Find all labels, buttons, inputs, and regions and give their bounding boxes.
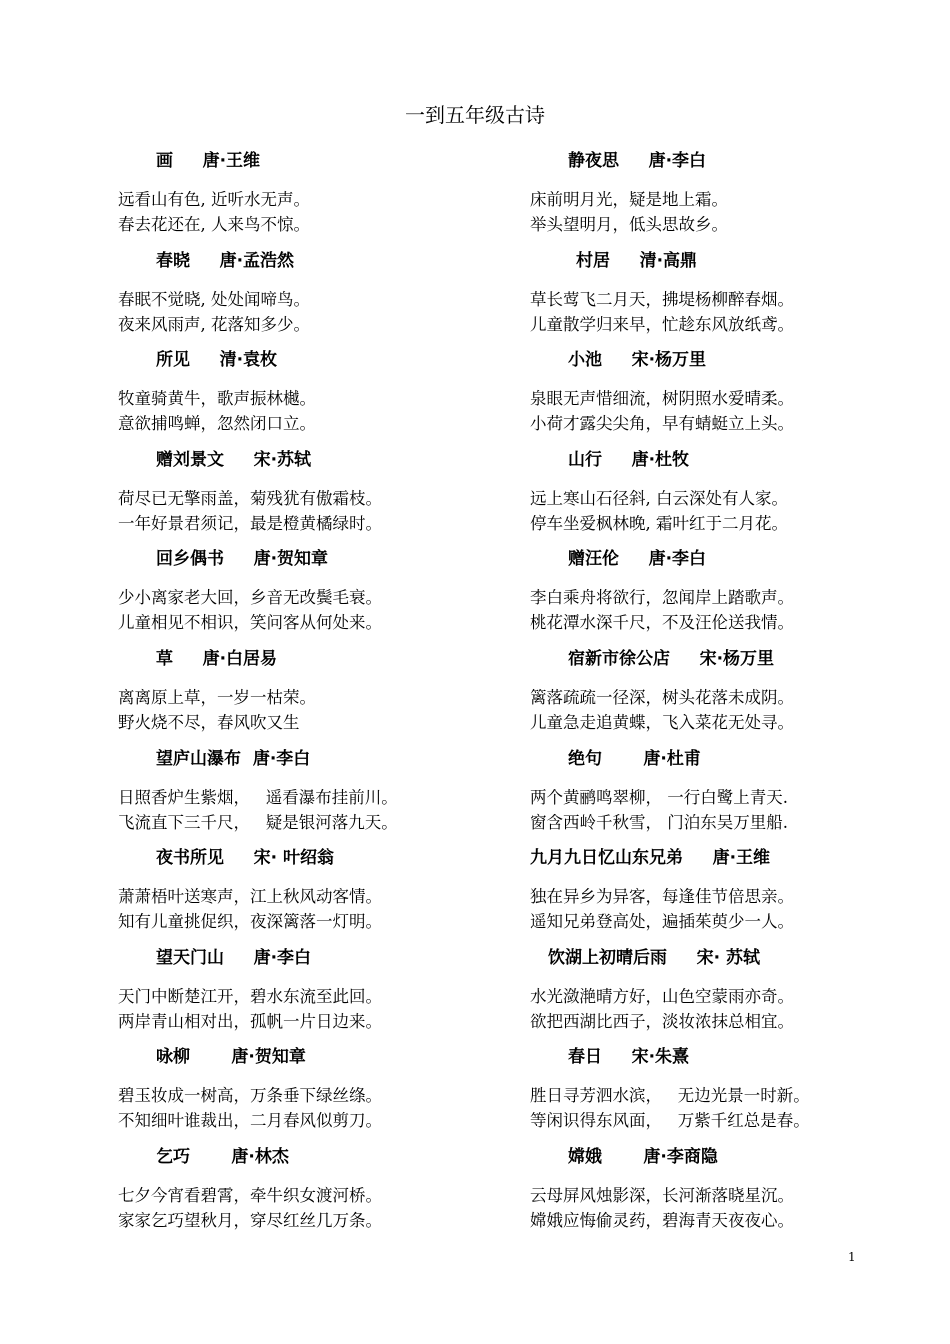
poem-line: 天门中断楚江开，碧水东流至此回。: [118, 986, 382, 1006]
poem-block: [118, 945, 518, 1045]
poem-heading: 望庐山瀑布 唐·李白: [156, 748, 311, 769]
poem-block: [530, 646, 930, 746]
poem-line: 日照香炉生紫烟， 遥看瀑布挂前川。: [118, 787, 398, 807]
poem-block: [530, 148, 930, 248]
poem-line: 家家乞巧望秋月，穿尽红丝几万条。: [118, 1210, 382, 1230]
poem-line: 荷尽已无擎雨盖，菊残犹有傲霜枝。: [118, 488, 382, 508]
poem-heading: 小池 宋·杨万里: [568, 350, 707, 371]
poem-line: 少小离家老大回，乡音无改鬓毛衰。: [118, 588, 382, 608]
poem-heading: 饮湖上初晴后雨 宋· 苏轼: [548, 947, 760, 968]
poem-block: [530, 347, 930, 447]
poem-block: [118, 347, 518, 447]
poem-line: 云母屏风烛影深，长河渐落晓星沉。: [530, 1185, 794, 1205]
poem-line: 遥知兄弟登高处，遍插茱萸少一人。: [530, 912, 794, 932]
poem-block: [530, 845, 930, 945]
poem-line: 春去花还在, 人来鸟不惊。: [118, 215, 310, 234]
poem-block: [118, 546, 518, 646]
poem-line: 草长莺飞二月天，拂堤杨柳醉春烟。: [530, 289, 794, 309]
poem-block: [118, 845, 518, 945]
poem-heading: 赠刘景文 宋·苏轼: [156, 449, 312, 470]
poem-block: [118, 746, 518, 846]
poem-line: 七夕今宵看碧霄，牵牛织女渡河桥。: [118, 1185, 382, 1205]
poem-line: 碧玉妆成一树高，万条垂下绿丝绦。: [118, 1086, 382, 1106]
poem-line: 儿童散学归来早，忙趁东风放纸鸢。: [530, 314, 794, 334]
poem-heading: 望天门山 唐·李白: [156, 947, 312, 968]
poem-line: 牧童骑黄牛，歌声振林樾。: [118, 389, 316, 409]
poem-heading: 静夜思 唐·李白: [568, 151, 707, 171]
poem-line: 远上寒山石径斜, 白云深处有人家。: [530, 488, 788, 508]
poem-line: 桃花潭水深千尺，不及汪伦送我情。: [530, 613, 794, 633]
poem-line: 嫦娥应悔偷灵药，碧海青天夜夜心。: [530, 1210, 794, 1230]
poem-block: [118, 646, 518, 746]
poem-line: 一年好景君须记，最是橙黄橘绿时。: [118, 513, 382, 533]
poem-heading: 绝句 唐·杜甫: [568, 748, 701, 769]
poem-line: 胜日寻芳泗水滨， 无边光景一时新。: [530, 1086, 810, 1106]
poem-line: 床前明月光，疑是地上霜。: [530, 190, 728, 209]
poem-block: [530, 447, 930, 547]
poem-line: 小荷才露尖尖角，早有蜻蜓立上头。: [530, 414, 794, 434]
poem-line: 儿童急走追黄蝶，飞入菜花无处寻。: [530, 712, 794, 732]
poem-line: 知有儿童挑促织，夜深篱落一灯明。: [118, 912, 382, 932]
poem-line: 儿童相见不相识，笑问客从何处来。: [118, 613, 382, 633]
poem-heading: 九月九日忆山东兄弟 唐·王维: [530, 848, 771, 869]
poem-heading: 赠汪伦 唐·李白: [568, 549, 707, 570]
poem-line: 夜来风雨声, 花落知多少。: [118, 314, 310, 334]
poem-line: 泉眼无声惜细流，树阴照水爱晴柔。: [530, 389, 794, 409]
poem-heading: 乞巧 唐·林杰: [156, 1146, 289, 1167]
right-column: [530, 148, 930, 1244]
poem-line: 飞流直下三千尺， 疑是银河落九天。: [118, 812, 398, 832]
poem-heading: 春日 宋·朱熹: [568, 1047, 690, 1068]
poem-line: 水光潋滟晴方好，山色空蒙雨亦奇。: [530, 986, 794, 1006]
poem-block: [118, 1044, 518, 1144]
poem-line: 野火烧不尽，春风吹又生: [118, 712, 300, 732]
poem-line: 不知细叶谁裁出，二月春风似剪刀。: [118, 1111, 382, 1131]
poem-block: [118, 1144, 518, 1244]
poem-line: 举头望明月，低头思故乡。: [530, 215, 728, 234]
poem-line: 欲把西湖比西子，淡妆浓抹总相宜。: [530, 1011, 794, 1031]
poem-heading: 画 唐·王维: [156, 151, 261, 171]
poem-line: 李白乘舟将欲行，忽闻岸上踏歌声。: [530, 588, 794, 608]
poem-heading: 草 唐·白居易: [156, 648, 278, 669]
poem-block: [530, 546, 930, 646]
poem-heading: 所见 清·袁枚: [156, 350, 278, 371]
page-title: 一到五年级古诗: [405, 103, 545, 127]
poem-line: 两岸青山相对出，孤帆一片日边来。: [118, 1011, 382, 1031]
poem-line: 停车坐爱枫林晚, 霜叶红于二月花。: [530, 513, 788, 533]
poem-line: 离离原上草，一岁一枯荣。: [118, 687, 316, 707]
poem-heading: 夜书所见 宋· 叶绍翁: [156, 848, 334, 869]
left-column: [118, 148, 518, 1244]
poem-block: [118, 148, 518, 248]
poem-block: [530, 1144, 930, 1244]
poem-block: [118, 447, 518, 547]
poem-heading: 回乡偶书 唐·贺知章: [156, 549, 329, 570]
poem-line: 春眠不觉晓, 处处闻啼鸟。: [118, 289, 310, 309]
poem-heading: 山行 唐·杜牧: [568, 449, 690, 470]
poem-line: 独在异乡为异客，每逢佳节倍思亲。: [530, 887, 794, 907]
poem-block: [118, 248, 518, 348]
poem-heading: 春晓 唐·孟浩然: [156, 250, 295, 271]
page-number: 1: [848, 1250, 856, 1264]
poem-block: [530, 945, 930, 1045]
poem-heading: 咏柳 唐·贺知章: [156, 1047, 306, 1068]
poem-block: [530, 1044, 930, 1144]
poem-block: [530, 746, 930, 846]
poem-block: [530, 248, 930, 348]
poem-heading: 嫦娥 唐·李商隐: [568, 1146, 718, 1167]
poem-line: 意欲捕鸣蝉，忽然闭口立。: [118, 414, 316, 434]
poem-line: 萧萧梧叶送寒声，江上秋风动客情。: [118, 887, 382, 907]
poem-line: 等闲识得东风面， 万紫千红总是春。: [530, 1111, 810, 1131]
poem-heading: 宿新市徐公店 宋·杨万里: [568, 648, 775, 669]
poem-line: 远看山有色, 近听水无声。: [118, 190, 310, 209]
poem-heading: 村居 清·高鼎: [576, 250, 698, 271]
poem-line: 篱落疏疏一径深，树头花落未成阴。: [530, 687, 794, 707]
poem-line: 两个黄鹂鸣翠柳， 一行白鹭上青天.: [530, 787, 788, 807]
poem-line: 窗含西岭千秋雪， 门泊东吴万里船.: [530, 812, 788, 832]
